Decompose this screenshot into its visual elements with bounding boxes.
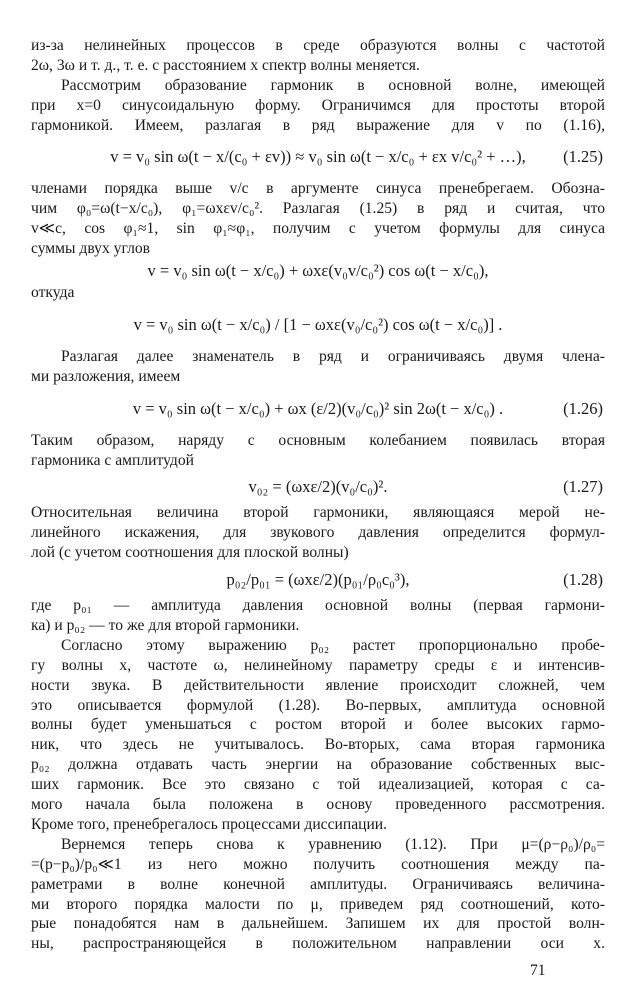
text-line: Таким образом, наряду с основным колебанием появилась вторая — [31, 431, 605, 449]
equation-1-27 — [31, 470, 605, 503]
text-line: ми второго порядка малости по μ, приведем ряд соотношений, кото- — [31, 895, 605, 913]
paragraph-according — [31, 636, 605, 835]
text-line: членами порядка выше v/c в аргументе синуса пренебрегаем. Обозна- — [31, 180, 605, 198]
text-line: волны будет уменьшаться с ростом второй и более высоких гармо- — [31, 716, 605, 734]
text-line: раметрами в волне конечной амплитуды. Ограничиваясь величина- — [31, 875, 605, 893]
text-line: ник, что здесь не учитывалось. Во-вторых, сама вторая гармоника — [31, 736, 605, 754]
equation-number: (1.27) — [563, 477, 603, 497]
paragraph-return — [31, 835, 605, 954]
paragraph-denominator — [31, 347, 605, 387]
text-line: Согласно этому выражению p₀₂ растет пропорционально пробе- — [61, 636, 605, 654]
text-line: лой (с учетом соотношения для плоской волны) — [31, 544, 349, 562]
text-line: Разлагая далее знаменатель в ряд и ограничиваясь двумя члена- — [61, 347, 605, 365]
equation-number: (1.26) — [563, 398, 603, 418]
text-line: 2ω, 3ω и т. д., т. е. с расстоянием x спектр волны меняется. — [31, 56, 420, 74]
paragraph-relative — [31, 503, 605, 563]
text-line: суммы двух углов — [31, 240, 151, 258]
text-line: Кроме того, пренебрегалось процессами диссипации. — [31, 815, 388, 833]
equation-number: (1.28) — [563, 570, 603, 590]
equation-1-28 — [31, 563, 605, 596]
equation-number: (1.25) — [563, 147, 603, 167]
text-line: гармоникой. Имеем, разлагая в ряд выражение для v по (1.16), — [31, 116, 605, 134]
text-line: Рассмотрим образование гармоник в основной волне, имеющей — [61, 76, 605, 94]
text-line: линейного искажения, для звукового давления определится формул- — [31, 524, 605, 542]
equation-1-25 — [31, 135, 605, 179]
paragraph-whence — [31, 283, 605, 303]
page-body — [31, 36, 605, 954]
text-line: из-за нелинейных процессов в среде образуются волны с частотой — [31, 37, 605, 54]
text-line: =(p−p₀)/p₀≪1 из него можно получить соотношения между па- — [31, 855, 605, 873]
text-line: где p₀₁ — амплитуда давления основной волны (первая гармони- — [31, 597, 605, 615]
text-line: ка) и p₀₂ — то же для второй гармоники. — [31, 617, 300, 635]
paragraph-thus — [31, 431, 605, 471]
text-line: откуда — [31, 284, 75, 302]
text-line: Вернемся теперь снова к уравнению (1.12). При μ=(ρ−ρ₀)/ρ₀= — [61, 835, 605, 853]
equation-body: v = v₀ sin ω(t − x/c₀) + ωx (ε/2)(v₀/c₀)² sin 2ω(t − x/c₀) . — [132, 398, 504, 418]
page-number: 71 — [530, 962, 546, 979]
paragraph-where — [31, 596, 605, 636]
text-line: ны, распространяющейся в положительном направлении оси x. — [31, 935, 605, 953]
text-line: p₀₂ должна отдавать часть энергии на образование собственных выс- — [31, 756, 605, 774]
equation-body: v₀₂ = (ωxε/2)(v₀/c₀)². — [248, 477, 388, 497]
text-line: v≪c, cos φ₁≈1, sin φ₁≈φ₁, получим с учетом формулы для синуса — [31, 220, 605, 238]
text-line: ших гармоник. Все это связано с той идеализацией, которая с са- — [31, 776, 605, 794]
equation-body: v = v₀ sin ω(t − x/(c₀ + εv)) ≈ v₀ sin ω(t − x/c₀ + εx v/c₀² + …), — [110, 147, 526, 167]
text-line: гармоника с амплитудой — [31, 451, 194, 469]
paragraph-neglect — [31, 179, 605, 259]
text-line: при x=0 синусоидальную форму. Ограничимся для простоты второй — [31, 96, 605, 114]
equation-1-26 — [31, 387, 605, 431]
equation-body: v = v₀ sin ω(t − x/c₀) + ωxε(v₀v/c₀²) cos ω(t − x/c₀), — [147, 261, 489, 281]
equation-body: v = v₀ sin ω(t − x/c₀) / [1 − ωxε(v₀/c₀²) cos ω(t − x/c₀)] . — [133, 314, 503, 334]
equation-whence — [31, 303, 605, 347]
text-line: рые понадобятся нам в дальнейшем. Запишем их для простой волн- — [31, 915, 605, 933]
text-line: мого начала была положена в основу проведенного рассмотрения. — [31, 796, 605, 814]
equation-body: p₀₂/p₀₁ = (ωxε/2)(p₀₁/ρ₀c₀³), — [226, 570, 410, 590]
paragraph-intro — [31, 36, 605, 76]
text-line: это описывается формулой (1.28). Во-первых, амплитуда основной — [31, 696, 605, 714]
text-line: ми разложения, имеем — [31, 367, 181, 385]
text-line: чим φ₀=ω(t−x/c₀), φ₁=ωxεv/c₀². Разлагая (1.25) в ряд и считая, что — [31, 200, 605, 218]
text-line: ности звука. В действительности явление происходит сложней, чем — [31, 676, 605, 694]
text-line: Относительная величина второй гармоники, являющаяся мерой не- — [31, 504, 605, 522]
equation-sum-of-angles — [31, 259, 605, 283]
text-line: гу волны x, частоте ω, нелинейному параметру среды ε и интенсив- — [31, 656, 605, 674]
paragraph-harmonics — [31, 76, 605, 136]
